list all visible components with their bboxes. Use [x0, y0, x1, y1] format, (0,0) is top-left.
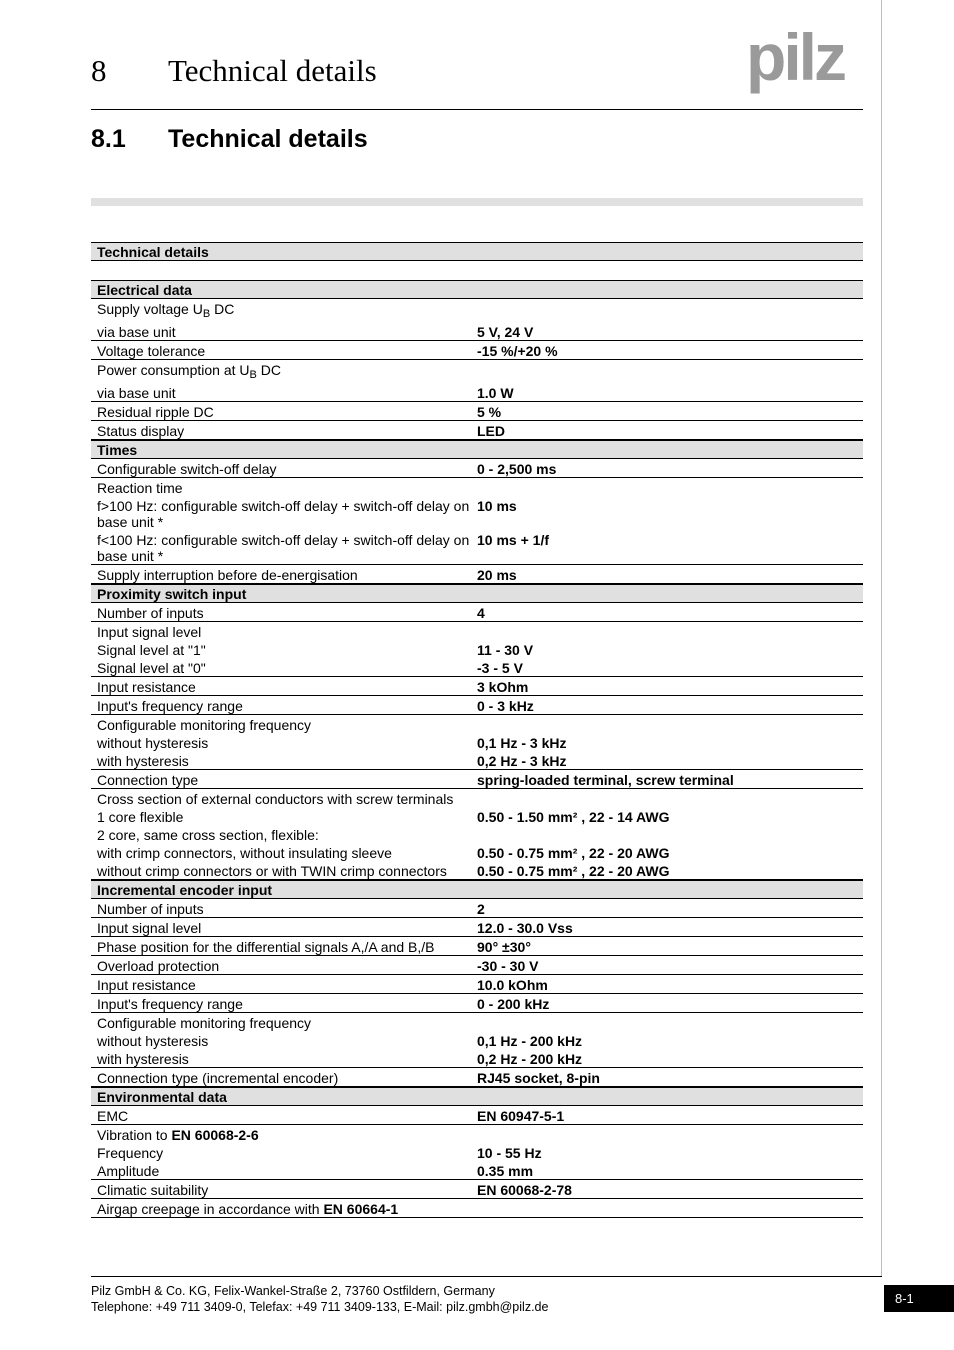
row-label-text: Climatic suitability — [97, 1182, 209, 1198]
row-label — [91, 1106, 477, 1124]
row-label — [91, 918, 477, 936]
table-row — [91, 1068, 863, 1087]
table-row — [91, 733, 863, 751]
table-row — [91, 1161, 863, 1180]
row-label — [91, 861, 477, 879]
table-caption-row — [91, 242, 863, 261]
row-label — [91, 677, 477, 695]
row-label — [91, 565, 477, 583]
table-row — [91, 677, 863, 696]
page-edge-rule — [881, 0, 882, 1276]
row-value: 0.35 mm — [477, 1163, 534, 1179]
row-value — [477, 789, 863, 807]
row-label-text: Input resistance — [97, 679, 196, 695]
row-label — [91, 421, 477, 439]
row-value: 0 - 200 kHz — [477, 996, 550, 1012]
row-value — [477, 1125, 863, 1143]
row-value — [477, 1199, 863, 1217]
row-label-text: via base unit — [97, 324, 176, 340]
table-row — [91, 622, 863, 640]
table-row — [91, 322, 863, 341]
row-label — [91, 975, 477, 993]
table-row — [91, 1143, 863, 1161]
row-label-text: Input's frequency range — [97, 698, 243, 714]
row-label — [91, 937, 477, 955]
row-label-text: Input's frequency range — [97, 996, 243, 1012]
row-label-text: Configurable monitoring frequency — [97, 1015, 312, 1031]
technical-details-table — [91, 242, 863, 1218]
row-label-text: f>100 Hz: configurable switch-off delay + switch-off delay on base unit * — [97, 498, 470, 530]
row-label — [91, 1180, 477, 1198]
section-divider-bar — [91, 198, 863, 206]
row-label-text: with hysteresis — [97, 753, 189, 769]
footer-address: Pilz GmbH & Co. KG, Felix-Wankel-Straße 2, 73760 Ostfildern, Germany — [91, 1284, 495, 1298]
pilz-logo — [746, 28, 866, 94]
row-value: 5 V, 24 V — [477, 324, 534, 340]
table-row — [91, 807, 863, 825]
row-label-text: Signal level at "1" — [97, 642, 206, 658]
row-label-text: Voltage tolerance — [97, 343, 206, 359]
row-label-text: Cross section of external conductors with screw terminals — [97, 791, 454, 807]
row-label — [91, 1199, 477, 1217]
row-label — [91, 825, 477, 843]
group-title: Proximity switch input — [97, 586, 247, 602]
group-title: Incremental encoder input — [97, 882, 273, 898]
row-value: EN 60947-5-1 — [477, 1108, 565, 1124]
table-row — [91, 530, 863, 565]
row-value: 10 ms + 1/f — [477, 532, 549, 548]
row-label-text: without hysteresis — [97, 735, 209, 751]
table-row — [91, 478, 863, 496]
row-value: 20 ms — [477, 567, 517, 583]
row-value: 3 kOhm — [477, 679, 529, 695]
row-label — [91, 1143, 477, 1161]
table-row — [91, 751, 863, 770]
table-row — [91, 658, 863, 677]
row-value — [477, 360, 863, 383]
row-label — [91, 622, 477, 640]
row-value: RJ45 socket, 8-pin — [477, 1070, 600, 1086]
table-row — [91, 1031, 863, 1049]
row-label — [91, 1161, 477, 1179]
table-row — [91, 825, 863, 843]
footer-rule — [91, 1276, 882, 1277]
table-row — [91, 383, 863, 402]
row-value: 2 — [477, 901, 485, 917]
row-label — [91, 322, 477, 340]
row-label-text: via base unit — [97, 385, 176, 401]
row-label-text: Signal level at "0" — [97, 660, 206, 676]
table-row — [91, 565, 863, 584]
row-label-text: Frequency — [97, 1145, 164, 1161]
row-value: EN 60068-2-78 — [477, 1182, 572, 1198]
row-label-text: Status display — [97, 423, 185, 439]
row-label-subscript: B — [202, 308, 211, 320]
row-label-text: Supply interruption before de-energisation — [97, 567, 358, 583]
row-value — [477, 1013, 863, 1031]
table-caption: Technical details — [97, 244, 209, 260]
row-label-text: without hysteresis — [97, 1033, 209, 1049]
chapter-title: Technical details — [168, 53, 377, 88]
table-row — [91, 696, 863, 715]
row-label — [91, 640, 477, 658]
table-row — [91, 603, 863, 622]
row-label — [91, 658, 477, 676]
table-row — [91, 1106, 863, 1125]
row-value: 90° ±30° — [477, 939, 531, 955]
group-header-row — [91, 280, 863, 299]
table-row — [91, 937, 863, 956]
row-value: 0,1 Hz - 200 kHz — [477, 1033, 583, 1049]
table-row — [91, 994, 863, 1013]
row-label-text: f<100 Hz: configurable switch-off delay + switch-off delay on base unit * — [97, 532, 470, 564]
row-label-text: Connection type — [97, 772, 199, 788]
row-label — [91, 496, 477, 530]
row-value — [477, 478, 863, 496]
row-label — [91, 341, 477, 359]
row-value — [477, 715, 863, 733]
table-row — [91, 640, 863, 658]
group-title: Electrical data — [97, 282, 192, 298]
row-label — [91, 733, 477, 751]
group-header-row — [91, 440, 863, 459]
table-row — [91, 770, 863, 789]
row-value — [477, 299, 863, 322]
row-label — [91, 383, 477, 401]
row-value: 10.0 kOhm — [477, 977, 548, 993]
row-value: 0 - 3 kHz — [477, 698, 534, 714]
row-value: 4 — [477, 605, 485, 621]
row-label-text: Power consumption at U — [97, 362, 250, 378]
row-label-text: Amplitude — [97, 1163, 160, 1179]
table-row — [91, 1049, 863, 1068]
table-row — [91, 1180, 863, 1199]
row-label — [91, 751, 477, 769]
row-value: LED — [477, 423, 505, 439]
table-row — [91, 861, 863, 880]
row-label-text: Configurable monitoring frequency — [97, 717, 312, 733]
group-header-row — [91, 880, 863, 899]
row-value: 1.0 W — [477, 385, 514, 401]
row-label-standard: EN 60068-2-6 — [171, 1127, 259, 1143]
table-row — [91, 421, 863, 440]
row-label-text: Supply voltage U — [97, 301, 203, 317]
row-label-suffix: DC — [256, 362, 281, 378]
table-row — [91, 918, 863, 937]
group-title: Environmental data — [97, 1089, 227, 1105]
group-header-row — [91, 584, 863, 603]
table-row — [91, 299, 863, 322]
row-value: 0,2 Hz - 200 kHz — [477, 1051, 583, 1067]
row-value: 0.50 - 1.50 mm² , 22 - 14 AWG — [477, 809, 670, 825]
row-label-text: 2 core, same cross section, flexible: — [97, 827, 319, 843]
row-label-text: Input signal level — [97, 920, 202, 936]
footer-contact: Telephone: +49 711 3409-0, Telefax: +49 711 3409-133, E-Mail: pilz.gmbh@pilz.de — [91, 1300, 549, 1314]
table-row — [91, 789, 863, 807]
row-label — [91, 1013, 477, 1031]
table-row — [91, 1125, 863, 1143]
table-row — [91, 459, 863, 478]
row-label — [91, 459, 477, 477]
row-label — [91, 956, 477, 974]
row-value: 5 % — [477, 404, 502, 420]
table-row — [91, 496, 863, 530]
row-label-standard: EN 60664-1 — [323, 1201, 399, 1217]
table-row — [91, 956, 863, 975]
row-label — [91, 715, 477, 733]
row-value: 0.50 - 0.75 mm² , 22 - 20 AWG — [477, 863, 670, 879]
row-label-text: 1 core flexible — [97, 809, 184, 825]
row-value: 0 - 2,500 ms — [477, 461, 557, 477]
row-value: 10 - 55 Hz — [477, 1145, 542, 1161]
row-label-text: without crimp connectors or with TWIN crimp connectors — [97, 863, 447, 879]
chapter-number: 8 — [91, 53, 107, 88]
table-row — [91, 341, 863, 360]
row-value: 0,1 Hz - 3 kHz — [477, 735, 567, 751]
row-value — [477, 825, 863, 843]
section-title: Technical details — [168, 125, 368, 153]
row-label-text: Connection type (incremental encoder) — [97, 1070, 339, 1086]
row-label — [91, 789, 477, 807]
row-label-text: Overload protection — [97, 958, 220, 974]
row-label — [91, 299, 477, 322]
table-row — [91, 1199, 863, 1218]
row-label — [91, 360, 477, 383]
row-label — [91, 1125, 477, 1143]
table-row — [91, 715, 863, 733]
row-label-text: Number of inputs — [97, 901, 204, 917]
row-label-subscript: B — [249, 369, 257, 381]
row-label-suffix: DC — [210, 301, 235, 317]
row-label — [91, 603, 477, 621]
row-value — [477, 622, 863, 640]
row-label — [91, 530, 477, 564]
row-label-text: Input signal level — [97, 624, 202, 640]
row-label-text: with hysteresis — [97, 1051, 189, 1067]
row-label-text: Residual ripple DC — [97, 404, 214, 420]
section-number: 8.1 — [91, 125, 126, 153]
row-label — [91, 1031, 477, 1049]
row-value: spring-loaded terminal, screw terminal — [477, 772, 734, 788]
row-value: -30 - 30 V — [477, 958, 539, 974]
row-label-text: Input resistance — [97, 977, 196, 993]
header-rule — [91, 109, 863, 110]
table-body — [91, 280, 863, 1218]
row-label-text: Number of inputs — [97, 605, 204, 621]
table-row — [91, 899, 863, 918]
row-label — [91, 994, 477, 1012]
row-label-text: Vibration to — [97, 1127, 172, 1143]
row-value: -15 %/+20 % — [477, 343, 558, 359]
row-label — [91, 696, 477, 714]
row-value: 10 ms — [477, 498, 517, 514]
group-title: Times — [97, 442, 138, 458]
row-label — [91, 478, 477, 496]
row-value: -3 - 5 V — [477, 660, 523, 676]
table-row — [91, 402, 863, 421]
row-label-text: Phase position for the differential signals A,/A and B,/B — [97, 939, 435, 955]
row-label-text: Reaction time — [97, 480, 183, 496]
svg-text:pilz: pilz — [746, 28, 844, 94]
row-value: 12.0 - 30.0 Vss — [477, 920, 573, 936]
table-row — [91, 975, 863, 994]
row-label — [91, 402, 477, 420]
row-label — [91, 1049, 477, 1067]
row-label-text: EMC — [97, 1108, 129, 1124]
row-value: 0,2 Hz - 3 kHz — [477, 753, 567, 769]
row-label-text: with crimp connectors, without insulating sleeve — [97, 845, 392, 861]
page-number: 8-1 — [884, 1285, 954, 1312]
row-label-text: Configurable switch-off delay — [97, 461, 277, 477]
row-value: 0.50 - 0.75 mm² , 22 - 20 AWG — [477, 845, 670, 861]
row-label — [91, 770, 477, 788]
group-header-row — [91, 1087, 863, 1106]
table-spacer — [91, 261, 863, 280]
row-value: 11 - 30 V — [477, 642, 534, 658]
table-row — [91, 1013, 863, 1031]
table-row — [91, 843, 863, 861]
row-label — [91, 807, 477, 825]
row-label-text: Airgap creepage in accordance with — [97, 1201, 324, 1217]
row-label — [91, 1068, 477, 1086]
row-label — [91, 843, 477, 861]
row-label — [91, 899, 477, 917]
table-row — [91, 360, 863, 383]
